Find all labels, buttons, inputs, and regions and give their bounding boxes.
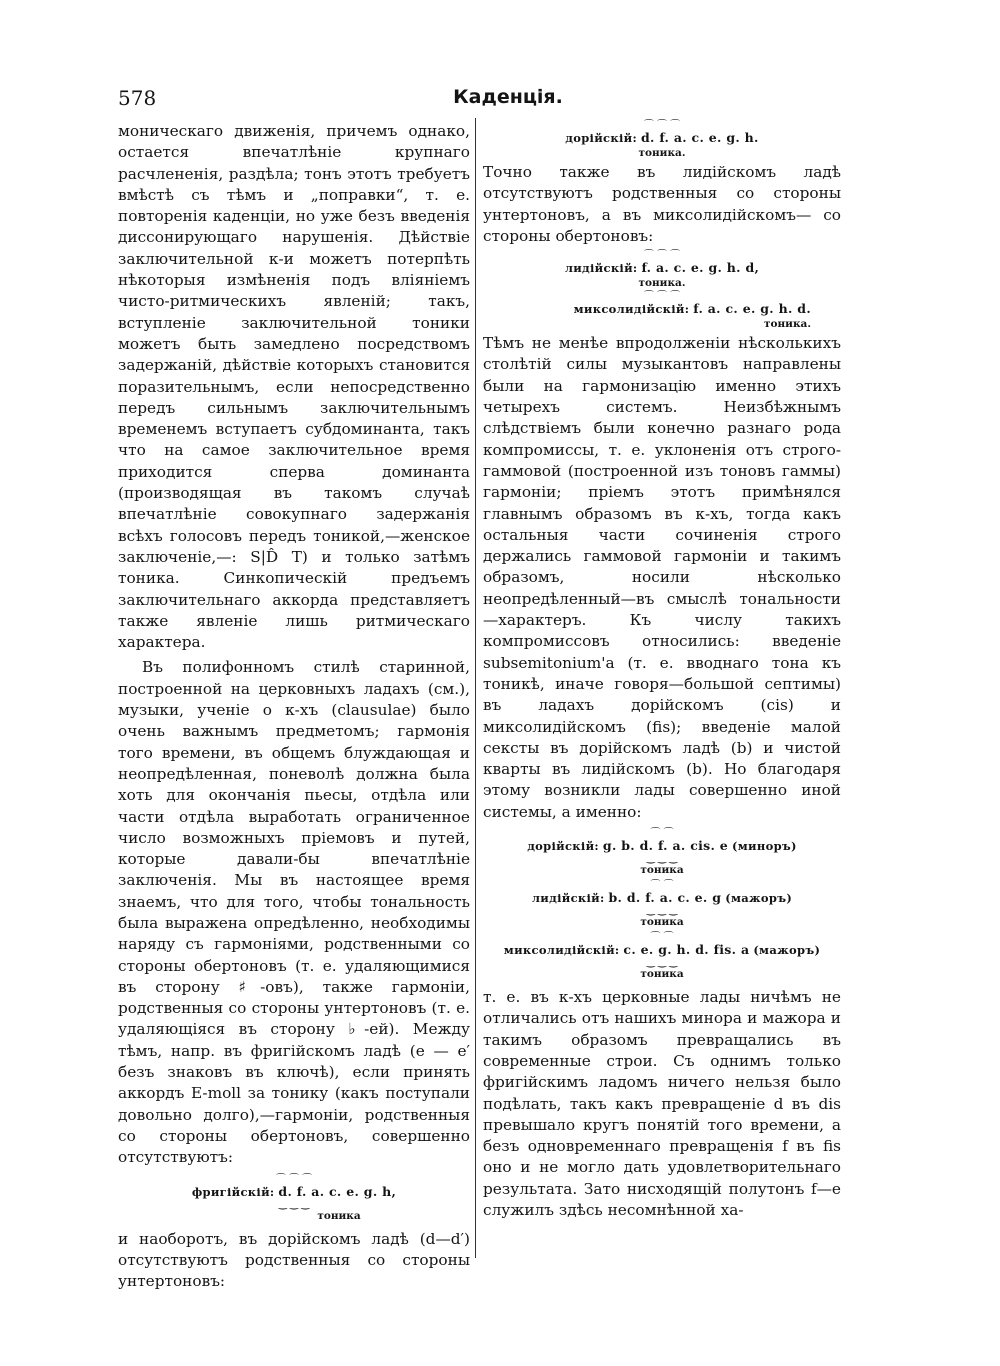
example-mode-name: дорійскій: <box>565 131 637 145</box>
paragraph: моническаго движенія, причемъ однако, остается впечатлѣніе крупнаго расчлененія, раздѣла; тонъ этотъ требуетъ вмѣстѣ съ тѣмъ и „поправки“, т. е. повторенія каденціи, но уже безъ введенія диссонирующаго нарушенія. Дѣйствіе заключительной к-и можетъ потерпѣть нѣкоторыя измѣненія подъ вліяніемъ чисто-ритмическихъ явленій; такъ, вступленіе заключительной тоники можетъ быть замедлено посредствомъ задержаній, дѣйствіе которыхъ становится поразительнымъ, если непосредственно передъ сильнымъ заключительнымъ временемъ вступаетъ субдоминанта, такъ что на самое заключительное время приходится сперва доминанта (производящая въ такомъ случаѣ впечатлѣніе совокупнаго задержанія всѣхъ голосовъ передъ тоникой,—женское заключеніе,—: S|D̂ T) и только затѣмъ тоника. Синкопическій предъемъ заключительнаго аккорда представляетъ также явленіе лишь ритмическаго характера. <box>118 122 470 652</box>
example-phrygian <box>118 1175 470 1223</box>
example-line <box>483 301 841 317</box>
tonic-label: тоника <box>640 916 684 929</box>
example-notes: g. b. d. f. a. cis. e <box>602 838 729 854</box>
paragraph: и наоборотъ, въ дорійскомъ ладѣ (d—d′) отсутствуютъ родственныя со стороны унтертоновъ: <box>118 1229 470 1291</box>
slur-arcs: ⌒ ⌒ <box>650 880 674 892</box>
example-mode-name: фригійскій: <box>191 1184 275 1199</box>
example-line <box>483 130 841 146</box>
tonic-label: тоника. <box>763 318 811 331</box>
paragraph: Въ полифонномъ стилѣ старинной, построенной на церковныхъ ладахъ (см.), музыки, ученіе о к-хъ (clausulae) было очень важнымъ предметомъ; гармонія того времени, въ общемъ блуждающая и неопредѣленная, поневолѣ должна была хоть для окончанія пьесы, отдѣла или части отдѣла выработать ограниченное число возможныхъ пріемовъ и путей, которые давали-бы впечатлѣніе заключенія. Мы въ настоящее время знаемъ, что для того, чтобы тональность была выражена опредѣленно, необходимы наряду съ гармоніями, родственными со стороны обертоновъ (т. е. удаляющимися въ сторону ♯-овъ), также гармоніи, родственныя со стороны унтертоновъ (т. е. удаляющіяся въ сторону ♭-ей). Между тѣмъ, напр. въ фригійскомъ ладѣ (e — e′ безъ знаковъ въ ключѣ), если принять аккордъ E-moll за тонику (какъ поступали довольно долго),—гармоніи, родственныя со стороны обертоновъ, совершенно отсутствуютъ: <box>118 658 470 1167</box>
tonic-label: тоника <box>640 864 684 877</box>
paragraph: т. е. въ к-хъ церковные лады ничѣмъ не отличались отъ нашихъ минора и мажора и такимъ образомъ превращались въ современные строи. Съ однимъ только фригійскимъ ладомъ ничего нельзя было подѣлать, такъ какъ превращеніе d въ dis превышало кругъ понятій того времени, а безъ одновременнаго превращенія f въ fis оно и не могло дать удовлетворительнаго результата. Зато нисходящій полутонъ f—e служилъ здѣсь несомнѣнной ха- <box>483 988 841 1219</box>
slur-arcs: ⌒ ⌒ ⌒ <box>643 250 681 262</box>
example-line <box>483 260 841 276</box>
example-mode-kind: (миноръ) <box>732 839 797 854</box>
slur-arcs: ⌒ ⌒ ⌒ <box>643 120 681 131</box>
tonic-label: тоника <box>317 1209 361 1222</box>
example-line <box>483 838 841 854</box>
paragraph: Тѣмъ не менѣе впродолженіи нѣсколькихъ столѣтій силы музыкантовъ направлены были на гармонизацію именно этихъ четырехъ системъ. Неизбѣжнымъ слѣдствіемъ были конечно разнаго рода компромиссы, т. е. уклоненія отъ строго-гаммовой (построенной изъ тоновъ гаммы) гармоніи; пріемъ этотъ примѣнялся главнымъ образомъ въ к-хъ, тогда какъ остальныя части сочиненія строго держались гаммовой гармоніи и такимъ образомъ, носили нѣсколько неопредѣленный—въ смыслѣ тональности—характеръ. Къ числу такихъ компромиссовъ относились: введеніе subsemitonium'a (т. е. вводнаго тона къ тоникѣ, иначе говоря—большой септимы) въ ладахъ дорійскомъ (cis) и миксолидійскомъ (fis); введеніе малой сексты въ дорійскомъ ладѣ (b) и чистой кварты въ лидійскомъ (b). Но благодаря этому возникли лады совершенно иной системы, а именно: <box>483 334 841 821</box>
tonic-label: тоника. <box>638 147 686 159</box>
example-line <box>118 1184 470 1200</box>
example-dorian <box>483 121 841 160</box>
slur-arcs: ‿ ‿ ‿ <box>278 1198 310 1210</box>
page-header <box>118 86 848 116</box>
slur-arcs: ⌒ ⌒ ⌒ <box>275 1173 313 1185</box>
slur-arcs: ‿ ‿ ‿ <box>646 957 678 969</box>
tonic-label: тоника <box>640 968 684 981</box>
slur-arcs: ⌒ ⌒ <box>650 828 674 840</box>
example-mode-kind: (мажоръ) <box>725 891 793 906</box>
example-lydian-major <box>483 881 841 929</box>
column-divider <box>475 118 476 1258</box>
slur-arcs: ‿ ‿ ‿ <box>646 905 678 917</box>
tonic-label: тоника. <box>638 277 686 290</box>
page-number: 578 <box>118 86 157 110</box>
example-line <box>483 942 841 958</box>
left-column <box>118 121 470 1292</box>
example-lydian <box>483 251 841 290</box>
example-notes: b. d. f. a. c. e. g <box>608 890 722 906</box>
slur-arcs: ⌒ ⌒ ⌒ <box>643 291 681 303</box>
right-column <box>483 121 841 1221</box>
example-mixolydian-major <box>483 933 841 981</box>
example-mode-kind: (мажоръ) <box>753 943 821 958</box>
example-mode-name: миксолидійскій: <box>573 302 690 317</box>
example-mixolydian <box>483 292 841 331</box>
example-line <box>483 890 841 906</box>
example-notes: d. f. a. c. e. g. h, <box>278 1183 397 1199</box>
example-dorian-minor <box>483 829 841 877</box>
example-notes: d. f. a. c. e. g. h. <box>640 130 759 145</box>
paragraph: Точно также въ лидійскомъ ладѣ отсутствуютъ родственныя со стороны унтертоновъ, а въ миксолидійскомъ— со стороны обертоновъ: <box>483 163 841 245</box>
example-mode-name: дорійскій: <box>527 839 599 854</box>
example-mode-name: лидійскій: <box>564 261 638 276</box>
example-mode-name: миксолидійскій: <box>503 943 620 958</box>
example-notes: c. e. g. h. d. fis. a <box>623 942 750 958</box>
running-title: Каденція. <box>453 86 563 108</box>
slur-arcs: ‿ ‿ ‿ <box>646 853 678 865</box>
slur-arcs: ⌒ ⌒ <box>650 932 674 944</box>
example-mode-name: лидійскій: <box>531 891 605 906</box>
example-notes: f. a. c. e. g. h. d, <box>641 260 760 276</box>
example-notes: f. a. c. e. g. h. d. <box>693 301 811 317</box>
